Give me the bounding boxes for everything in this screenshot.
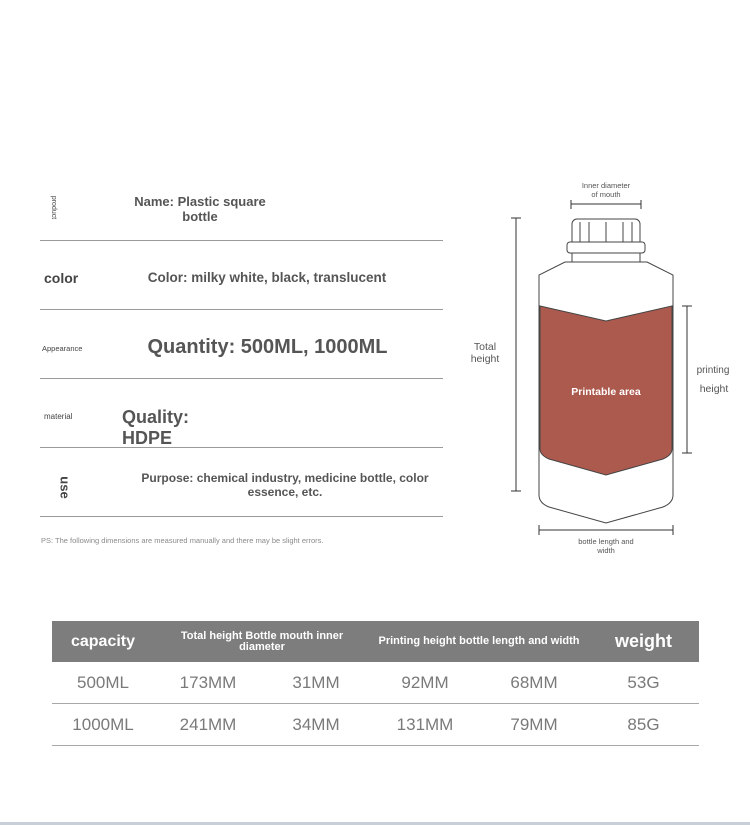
spec-row-use — [40, 448, 443, 517]
spec-label-appearance: Appearance — [42, 344, 83, 353]
printable-area-label: Printable area — [571, 386, 641, 398]
cell-printing-height: 131MM — [370, 704, 480, 746]
header-height-diameter: Total height Bottle mouth inner diameter — [154, 621, 370, 662]
measurement-note: PS: The following dimensions are measured manually and there may be slight errors. — [41, 536, 324, 545]
cell-capacity: 500ML — [52, 662, 154, 704]
cell-total-height: 241MM — [154, 704, 262, 746]
spec-row-product — [40, 182, 443, 241]
table-row — [52, 704, 699, 746]
spec-row-material — [40, 379, 443, 448]
dimensions-table — [52, 621, 699, 746]
cell-mouth-diameter: 31MM — [262, 662, 370, 704]
inner-diameter-label-1: Inner diameter — [581, 181, 631, 190]
cell-printing-height: 92MM — [370, 662, 480, 704]
cell-total-height: 173MM — [154, 662, 262, 704]
printing-height-label-1: printing — [696, 365, 730, 376]
spec-value-product: Name: Plastic square bottle — [134, 194, 266, 224]
inner-diameter-label-2: of mouth — [591, 190, 621, 199]
total-height-label-2: height — [470, 353, 500, 365]
bottle-diagram — [455, 175, 745, 560]
spec-value-quality: Quality: HDPE — [122, 407, 190, 448]
table-header-row — [52, 621, 699, 662]
spec-label-material: material — [44, 412, 73, 421]
spec-value-color: Color: milky white, black, translucent — [147, 270, 387, 285]
spec-row-color — [40, 241, 443, 310]
spec-value-purpose: Purpose: chemical industry, medicine bottle, color essence, etc. — [141, 471, 429, 499]
inner-diameter-dimension-line — [571, 200, 641, 209]
cell-capacity: 1000ML — [52, 704, 154, 746]
spec-value-quantity: Quantity: 500ML, 1000ML — [147, 336, 388, 358]
cell-mouth-diameter: 34MM — [262, 704, 370, 746]
cell-bottle-length: 68MM — [480, 662, 588, 704]
spec-row-appearance — [40, 310, 443, 379]
total-height-dimension-line — [511, 218, 521, 491]
printing-height-dimension-line — [682, 306, 692, 453]
total-height-label-1: Total — [473, 341, 497, 353]
cell-weight: 53G — [588, 662, 699, 704]
header-capacity: capacity — [52, 621, 154, 662]
bottle-cap — [567, 219, 645, 262]
bottle-length-label-1: bottle length and — [578, 537, 634, 546]
cell-weight: 85G — [588, 704, 699, 746]
cell-bottle-length: 79MM — [480, 704, 588, 746]
bottle-length-label-2: width — [597, 546, 615, 555]
spec-label-color: color — [44, 270, 79, 286]
bottle-length-dimension-line — [539, 525, 673, 535]
spec-label-product: product — [50, 195, 58, 220]
printing-height-label-2: height — [699, 383, 729, 395]
header-printing-length: Printing height bottle length and width — [370, 621, 588, 662]
spec-label-use: use — [57, 476, 73, 499]
table-row — [52, 662, 699, 704]
header-weight: weight — [588, 621, 699, 662]
